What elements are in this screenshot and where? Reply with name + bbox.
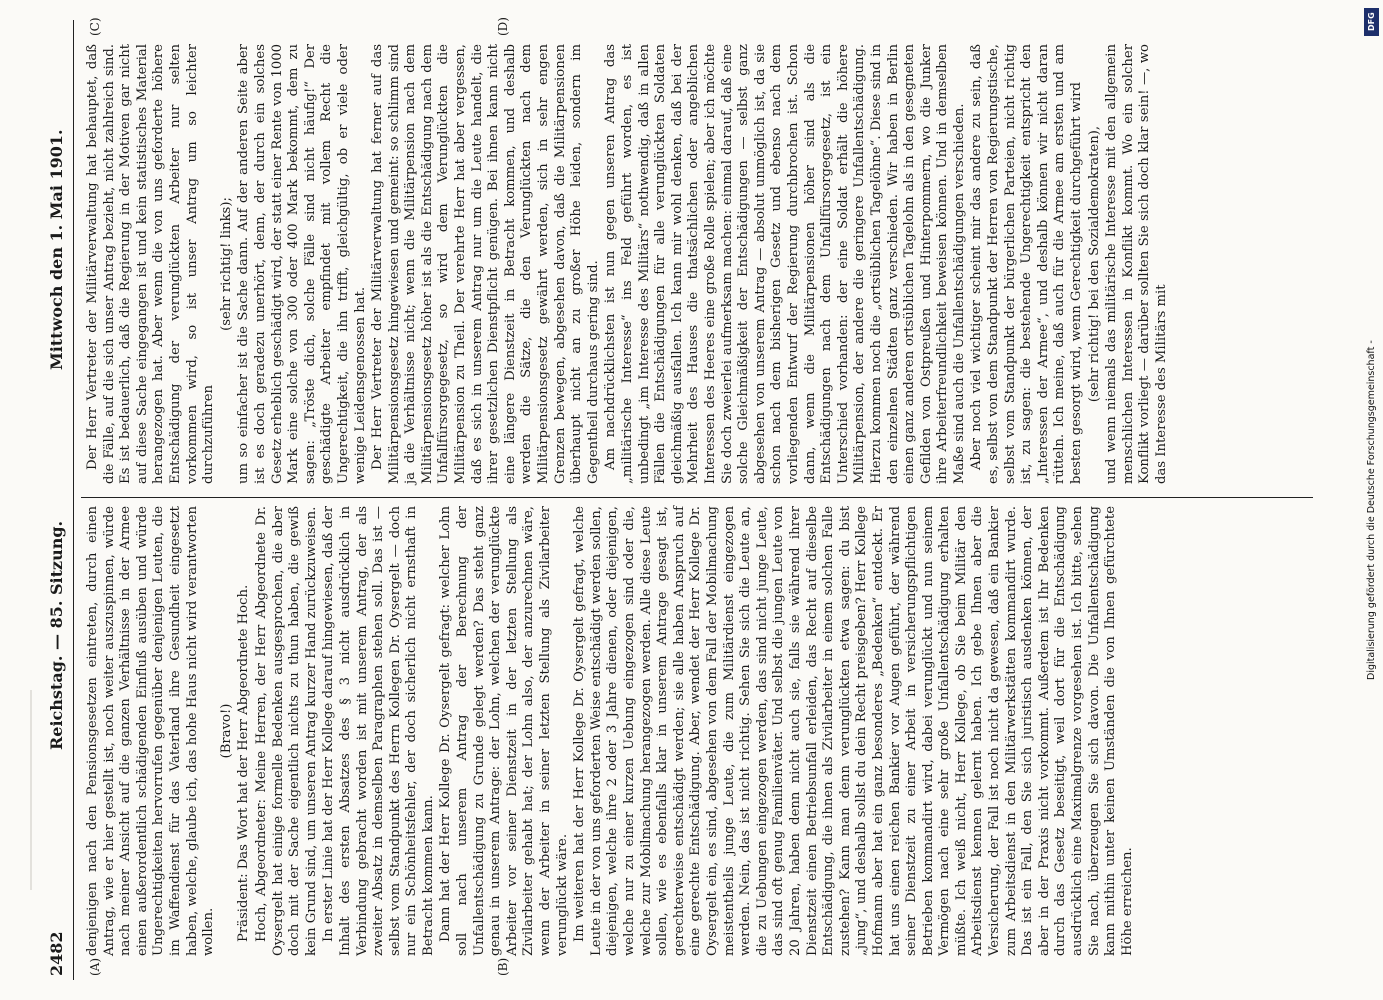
paragraph: Der Herr Vertreter der Militärverwaltung hat behauptet, daß die Fälle, auf die sich unser Antrag bezieht, nicht zahlreich sind. Es ist bedauerlich, daß die Regierung in der Motiven gar nicht auf diese Sache eingegangen ist und kein statistisches Material herangezogen hat. Aber wenn die von uns geforderte höhere Entschädigung der verunglückten Arbeiter nur selten vorkommen wird, so ist unser Antrag um so leichter durchzuführen: [85, 44, 217, 484]
margin-letter-d: (D): [496, 17, 510, 36]
running-title: Reichstag. — 85. Sitzung.: [47, 520, 66, 750]
paragraph: denjenigen nach den Pensionsgesetzen eintreten, durch einen Antrag, wie er hier gestellt ist, noch weiter auszuspinnen, würde nach meiner Ansicht auf die ganzen Verhältnisse in der Armee einen außerordentlich schädigenden Einfluß ausüben und würde Ungerechtigkeiten hervorrufen gegenüber denjenigen Leuten, die im Waffendienst für das Vaterland ihre Gesundheit eingesetzt haben, welche, glaube ich, das hohe Haus nicht wird verantworten wollen.: [85, 506, 217, 956]
page-number: 2482: [47, 931, 66, 976]
interjection: (Bravo!): [218, 703, 234, 759]
page-header: [45, 20, 74, 980]
paragraph: In erster Linie hat der Herr Kollege darauf hingewiesen, daß der Inhalt des ersten Absatzes des § 3 nicht ausdrücklich in Verbindung gebracht worden ist mit unserem Antrag, der als zweiter Absatz in demselben Paragraphen stehen soll. Das ist — selbst vom Standpunkt des Herrn Kollegen Dr. Oysergelt — doch nur ein Schönheitsfehler, der doch sicherlich nicht ernsthaft in Betracht kommen kann.: [321, 506, 436, 956]
interjection: (sehr richtig! links);: [218, 197, 234, 331]
right-text-column: [85, 44, 1172, 484]
rotated-page: [45, 17, 1335, 980]
paragraph: Am nachdrücklichsten ist nun gegen unseren Antrag das „militärische Interesse“ ins Feld geführt worden, es ist unbedingt „im Interesse des Militärs“ nothwendig, daß in allen Fällen die Entschädigungen für alle verunglückten Soldaten gleichmäßig ausfallen. Ich kann mir wohl denken, daß bei der Mehrheit des Hauses die thatsächlichen oder angeblichen Interessen des Heeres eine große Rolle spielen; aber ich möchte Sie doch zweierlei aufmerksam machen: einmal darauf, daß eine solche Gleichmäßigkeit der Entschädigungen — selbst ganz abgesehen von unserem Antrag — absolut unmöglich ist, da sie schon nach dem bisherigen Gesetz und ebenso nach dem vorliegenden Entwurf der Regierung durchbrochen ist. Schon dann, wenn die Militärpensionen höher sind als die Entschädigungen nach dem Unfallfürsorgegesetz, ist ein Unterschied vorhanden: der eine Soldat erhält die höhere Militärpension, der andere die geringere Unfallentschädigung. Hierzu kommen noch die „ortsüblichen Tagelöhne“. Diese sind in den einzelnen Städten ganz verschieden. Wir haben in Berlin einen ganz anderen ortsüblichen Tagelohn als in den gesegneten Gefilden von Ostpreußen und Hinterpommern, wo die Junker ihre Arbeiterfreundlichkeit beweisen können. Und in demselben Maße sind auch die Unfallentschädigungen verschieden.: [603, 44, 967, 484]
paragraph: Dann hat der Herr Kollege Dr. Oysergelt gefragt: welcher Lohn soll nach unserem Antrag der Berechnung der Unfallentschädigung zu Grunde gelegt werden? Das steht ganz genau in unserem Antrage: der Lohn, welchen der verunglückte Arbeiter vor seiner Dienstzeit in der letzten Stellung als Zivilarbeiter gehabt hat; der Lohn also, der anzurechnen wäre, wenn der Arbeiter in seiner letzten Stellung als Zivilarbeiter verunglückt wäre.: [438, 506, 570, 956]
margin-letter-c: (C): [88, 17, 102, 36]
paragraph: Aber noch viel wichtiger scheint mir das andere zu sein, daß es, selbst von dem Standpunkt der Herren von Regierungstische, selbst vom Standpunkt der bürgerlichen Parteien, nicht richtig ist, zu sagen: die bestehende Ungerechtigkeit entspricht den „Interessen der Armee“, und deshalb können wir nicht daran rütteln. Ich meine, daß auch für die Armee am ersten und am besten gesorgt wird, wenn Gerechtigkeit durchgeführt wird: [969, 44, 1085, 484]
interjection: (sehr richtig! bei den Sozialdemokraten),: [1086, 125, 1102, 403]
paragraph: Präsident: Das Wort hat der Herr Abgeordnete Hoch.: [236, 584, 252, 942]
dfg-logo-icon: DFG: [1364, 8, 1379, 36]
paragraph: Im weiteren hat der Herr Kollege Dr. Oysergelt gefragt, welche Leute in der von uns geforderten Weise entschädigt werden sollen, diejenigen, welche ihre 2 oder 3 Jahre dienen, oder diejenigen, welche nur zu einer kurzen Uebung eingezogen sind oder die, welche zur Mobilmachung herangezogen werden. Alle diese Leute sollen, wie es ebenfalls klar in unserem Antrage gesagt ist, gerechterweise entschädigt werden; sie alle haben Anspruch auf eine gerechte Entschädigung. Aber, wendet der Herr Kollege Dr. Oysergelt ein, es sind, abgesehen von dem Fall der Mobilmachung meistentheils junge Leute, die zum Militärdienst eingezogen werden. Nein, das ist nicht richtig. Sehen Sie sich die Leute an, die zu Uebungen eingezogen werden, das sind nicht junge Leute, das sind oft genug Familienväter. Und selbst die jungen Leute von 20 Jahren, haben denn nicht auch sie, falls sie während ihrer Dienstzeit einen Betriebsunfall erleiden, das Recht auf dieselbe Entschädigung, die ihnen als Zivilarbeiter in einem solchen Falle zustehen? Kann man denn verunglückten etwa sagen: du bist „jung“, und deshalb sollst du dein Recht preisgeben? Herr Kollege Hofmann aber hat ein ganz besonderes „Bedenken“ entdeckt. Er hat uns einen reichen Bankier vor Augen geführt, der während seiner Dienstzeit zu einer Arbeit in versicherungspflichtigen Betrieben kommandirt wird, dabei verunglückt und nun seinem Vermögen nach eine sehr große Unfallentschädigung erhalten müßte. Ich weiß nicht, Herr Kollege, ob Sie beim Militär den Arbeitsdienst kennen gelernt haben. Ich gebe Ihnen aber die Versicherung, der Fall ist noch nicht da gewesen, daß ein Bankier zum Arbeitsdienst in den Militärwerkstätten kommandirt wurde. Das ist ein Fall, den Sie sich juristisch ausdenken können, der aber in der Praxis nicht vorkommt. Außerdem ist Ihr Bedenken durch das Gesetz beseitigt, weil dort für die Entschädigung ausdrücklich eine Maximalgrenze vorgesehen ist. Ich bitte, sehen Sie nach, überzeugen Sie sich davon. Die Unfallentschädigung kann mithin unter keinen Umständen die von Ihnen gefürchtete Höhe erreichen.: [572, 506, 1135, 956]
running-date: Mittwoch den 1. Mai 1901.: [47, 129, 66, 370]
paragraph: Der Herr Vertreter der Militärverwaltung hat ferner auf das Militärpensionsgesetz hingewiesen und gemeint: so schlimm sind ja die Verhältnisse nicht; wenn die Militärpension nach dem Militärpensionsgesetz höher ist als die Entschädigung nach dem Unfallfürsorgegesetz, so wird dem Verunglückten die Militärpension zu Theil. Der verehrte Herr hat aber vergessen, daß es sich in unserem Antrag nur um die Leute handelt, die ihrer gesetzlichen Dienstpflicht genügen. Bei ihnen kann nicht eine längere Dienstzeit in Betracht kommen, und deshalb werden die Sätze, die den Verunglückten nach dem Militärpensionsgesetz gewährt werden, sich in sehr engen Grenzen bewegen, abgesehen davon, daß die Militärpensionen überhaupt nicht an zu großer Höhe leiden, sondern im Gegentheil durchaus gering sind.: [370, 44, 601, 484]
left-text-column: [85, 506, 1137, 956]
paragraph: und wenn niemals das militärische Interesse mit den allgemein menschlichen Interessen in Konflikt kommt. Wo ein solcher Konflikt vorliegt — darüber sollten Sie sich doch klar sein! —, wo das Interesse des Militärs mit: [1104, 44, 1169, 484]
scan-artifact: [30, 690, 32, 890]
digitization-credit: Digitalisierung gefördert durch die Deutsche Forschungsgemeinschaft -: [1366, 340, 1377, 680]
margin-letter-a: (A): [88, 957, 102, 976]
paragraph: um so einfacher ist die Sache dann. Auf der anderen Seite aber ist es doch geradezu unerhört, denn, der durch ein solches Gesetz erheblich geschädigt wird, der statt einer Rente von 1000 Mark eine solche von 300 oder 400 Mark bekommt, dem zu sagen: „Tröste dich, solche Fälle sind nicht häufig!“ Der geschädigte Arbeiter empfindet mit vollem Recht die Ungerechtigkeit, die ihn trifft, gleichgültig, ob er viele oder wenige Leidensgenossen hat.: [236, 44, 368, 484]
column-divider: [81, 497, 1313, 498]
paragraph: Hoch, Abgeordneter: Meine Herren, der Herr Abgeordnete Dr. Oysergelt hat einige formelle Bedenken ausgesprochen, die aber doch mit der Sache eigentlich nichts zu thun haben, die gewiß kein Grund sind, um unseren Antrag kurzer Hand zurückzuweisen.: [253, 506, 319, 956]
margin-letter-b: (B): [496, 957, 510, 976]
